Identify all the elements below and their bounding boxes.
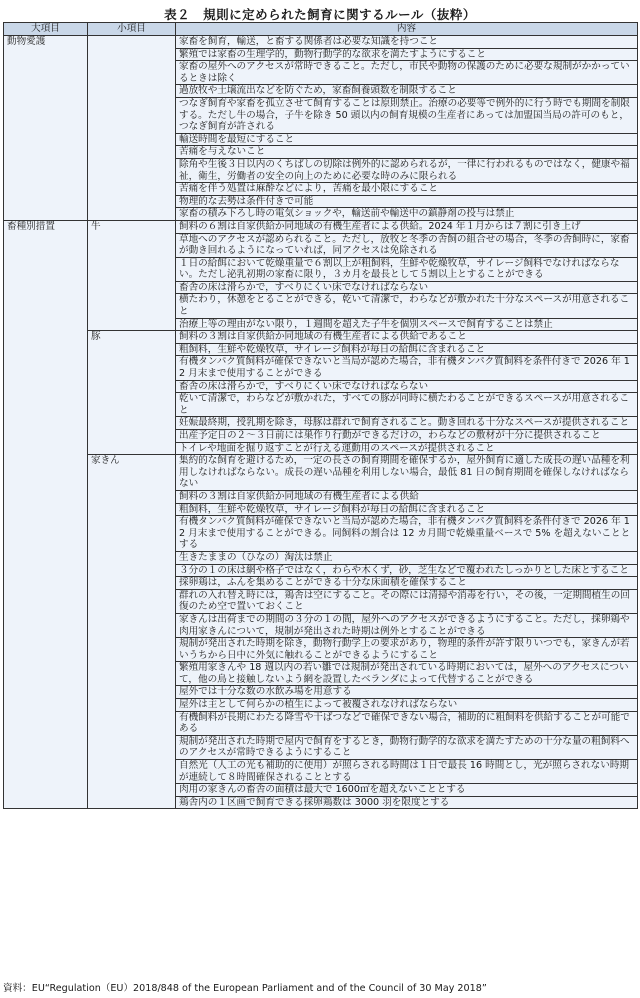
table-row <box>4 455 638 491</box>
rule-content-cell: 除角や生後３日以内のくちばしの切除は例外的に認められるが，一律に行われるものではなく，健康や福祉，衛生，労働者の安全の向上のために必要な時のみに限られる <box>176 158 638 182</box>
rule-content-cell: 集約的な飼育を避けるため，一定の長さの飼育期間を確保するか，屋外飼育に適した成長の遅い品種を利用しなければならない。成長の遅い品種を利用しない場合，最低 81 日の飼育期間を確保しなければならない <box>176 455 638 491</box>
rule-content-cell: 規制が発出された時期で屋内で飼育をするとき，動物行動学的な欲求を満たすための十分な量の粗飼料へのアクセスが常時できるようにすること <box>176 735 638 759</box>
source-note: 資料：EU“Regulation（EU）2018/848 of the European Parliament and of the Council of 30 May 2018” <box>3 983 487 994</box>
rules-table <box>3 22 638 809</box>
rule-content-cell: 輸送時間を最短にすること <box>176 133 638 146</box>
rule-content-cell: つなぎ飼育や家畜を孤立させて飼育することは原則禁止。治療の必要等で例外的に行う時でも期間を制限する。ただし牛の場合，子牛を除き 50 頭以内の飼育規模の生産者にあっては加盟国当局の許可のもと，つなぎ飼育が許される <box>176 97 638 133</box>
rule-content-cell: 屋外では十分な数の水飲み場を用意する <box>176 686 638 699</box>
minor-category-cell: 豚 <box>88 331 176 455</box>
rule-content-cell: 家畜を飼育，輸送，と畜する関係者は必要な知識を持つこと <box>176 36 638 49</box>
rule-content-cell: 飼料の６割は自家供給か同地域の有機生産者による供給。2024 年１月からは７割に引き上げ <box>176 220 638 233</box>
minor-category-empty-cell <box>88 36 176 221</box>
rule-content-cell: 群れの入れ替え時には，鶏舎は空にすること。その際には清掃や消毒を行い，その後，一定期間植生の回復のため空で置いておくこと <box>176 589 638 613</box>
rule-content-cell: 乾いて清潔で，わらなどが敷かれた，すべての豚が同時に横たわることができるスペースが用意されること <box>176 393 638 417</box>
rule-content-cell: 屋外は主として何らかの植生によって被覆されなければならない <box>176 699 638 712</box>
rule-content-cell: 鶏舎内の１区画で飼育できる採卵鶏数は 3000 羽を限度とする <box>176 796 638 809</box>
header-major: 大項目 <box>4 23 88 36</box>
major-category-cell: 畜種別措置 <box>4 220 88 809</box>
rule-content-cell: 畜舎の床は滑らかで，すべりにくい床でなければならない <box>176 281 638 294</box>
rule-content-cell: 出産予定日の２〜３日前には巣作り行動ができるだけの，わらなどの敷材が十分に提供されること <box>176 430 638 443</box>
rule-content-cell: 有機タンパク質飼料が確保できないと当局が認めた場合，非有機タンパク質飼料を条件付きで 2026 年 12 月末まで使用することができる <box>176 356 638 380</box>
rule-content-cell: 過放牧や土壌流出などを防ぐため，家畜飼養頭数を制限すること <box>176 85 638 98</box>
rule-content-cell: 採卵鶏は，ふんを集めることができる十分な床面積を確保すること <box>176 577 638 590</box>
rule-content-cell: 繁殖用家きんや 18 週以内の若い雛では規制が発出されている時期においては，屋外へのアクセスについて，他の鳥と接触しないよう網を設置したベランダによって代替することができる <box>176 662 638 686</box>
rule-content-cell: ３分の１の床は網や格子ではなく，わらや木くず，砂，芝生などで覆われたしっかりとした床とすること <box>176 564 638 577</box>
rule-content-cell: 物理的な去勢は条件付きで可能 <box>176 195 638 208</box>
rule-content-cell: 畜舎の床は滑らかで，すべりにくい床でなければならない <box>176 380 638 393</box>
rule-content-cell: 苦痛を与えないこと <box>176 146 638 159</box>
rule-content-cell: 横たわり，休憩をとることができる，乾いて清潔で，わらなどが敷かれた十分なスペースが用意されること <box>176 294 638 318</box>
header-content: 内容 <box>176 23 638 36</box>
table-row <box>4 36 638 49</box>
table-title: 表２ 規則に定められた飼育に関するルール（抜粋） <box>164 7 476 22</box>
rule-content-cell: 有機飼料が長期にわたる降雪や干ばつなどで確保できない場合，補助的に粗飼料を供給することが可能である <box>176 711 638 735</box>
table-row <box>4 220 638 233</box>
rule-content-cell: 家畜の積み下ろし時の電気ショックや，輸送前や輸送中の鎮静剤の投与は禁止 <box>176 208 638 221</box>
rule-content-cell: 飼料の３割は自家供給か同地域の有機生産者による供給 <box>176 490 638 503</box>
rule-content-cell: １日の給餌において乾燥重量で６割以上が粗飼料，生鮮や乾燥牧草，サイレージ飼料でなければならない。ただし泌乳初期の家畜に限り，３カ月を最長として５割以上とすることができる <box>176 257 638 281</box>
rule-content-cell: 飼料の３割は自家供給か同地域の有機生産者による供給であること <box>176 331 638 344</box>
rule-content-cell: 妊娠最終期，授乳期を除き，母豚は群れで飼育されること。動き回れる十分なスペースが提供されること <box>176 417 638 430</box>
rule-content-cell: 家畜の屋外へのアクセスが常時できること。ただし，市民や動物の保護のために必要な規制がかかっているときは除く <box>176 61 638 85</box>
rule-content-cell: 家きんは出荷までの期間の３分の１の間，屋外へのアクセスができるようにすること。ただし，採卵鶏や肉用家きんについて，規制が発出された時期は例外とすることができる <box>176 613 638 637</box>
rule-content-cell: 粗飼料，生鮮や乾燥牧草，サイレージ飼料が毎日の給餌に含まれること <box>176 503 638 516</box>
minor-category-cell: 家きん <box>88 455 176 809</box>
rule-content-cell: 規制が発出された時期を除き，動物行動学上の要求があり，物理的条件が許す限りいつでも，家きんが若いうちから日中に外気に触れることができるようにすること <box>176 638 638 662</box>
rule-content-cell: 治療上等の理由がない限り，１週間を超えた子牛を個別スペースで飼育することは禁止 <box>176 318 638 331</box>
rule-content-cell: 生きたままの（ひなの）淘汰は禁止 <box>176 551 638 564</box>
header-minor: 小項目 <box>88 23 176 36</box>
rule-content-cell: 苦痛を伴う処置は麻酔などにより，苦痛を最小限にすること <box>176 183 638 196</box>
major-category-cell: 動物愛護 <box>4 36 88 221</box>
rule-content-cell: 粗飼料，生鮮や乾燥牧草，サイレージ飼料が毎日の給餌に含まれること <box>176 343 638 356</box>
rule-content-cell: 肉用の家きんの畜舎の面積は最大で 1600㎡を超えないこととする <box>176 784 638 797</box>
rule-content-cell: 有機タンパク質飼料が確保できないと当局が認めた場合，非有機タンパク質飼料を条件付きで 2026 年 12 月末まで使用することができる。同飼料の割合は 12 カ月間で乾燥重量ベースで 5% を超えないこととする <box>176 516 638 552</box>
rules-body <box>4 36 638 809</box>
minor-category-cell: 牛 <box>88 220 176 330</box>
rule-content-cell: 草地へのアクセスが認められること。ただし，放牧と冬季の舎飼の組合せの場合，冬季の舎飼時に，家畜が動き回れるようになっていれば，同アクセスは免除される <box>176 233 638 257</box>
table-row <box>4 331 638 344</box>
rule-content-cell: 自然光（人工の光も補助的に使用）が照らされる時間は１日で最長 16 時間とし，光が照らされない時期が連続して８時間確保されることとする <box>176 760 638 784</box>
rule-content-cell: 繁殖では家畜の生理学的，動物行動学的な欲求を満たすようにすること <box>176 48 638 61</box>
header-row <box>4 23 638 36</box>
rule-content-cell: トイレや地面を掘り返すことが行える運動用のスペースが提供されること <box>176 442 638 455</box>
